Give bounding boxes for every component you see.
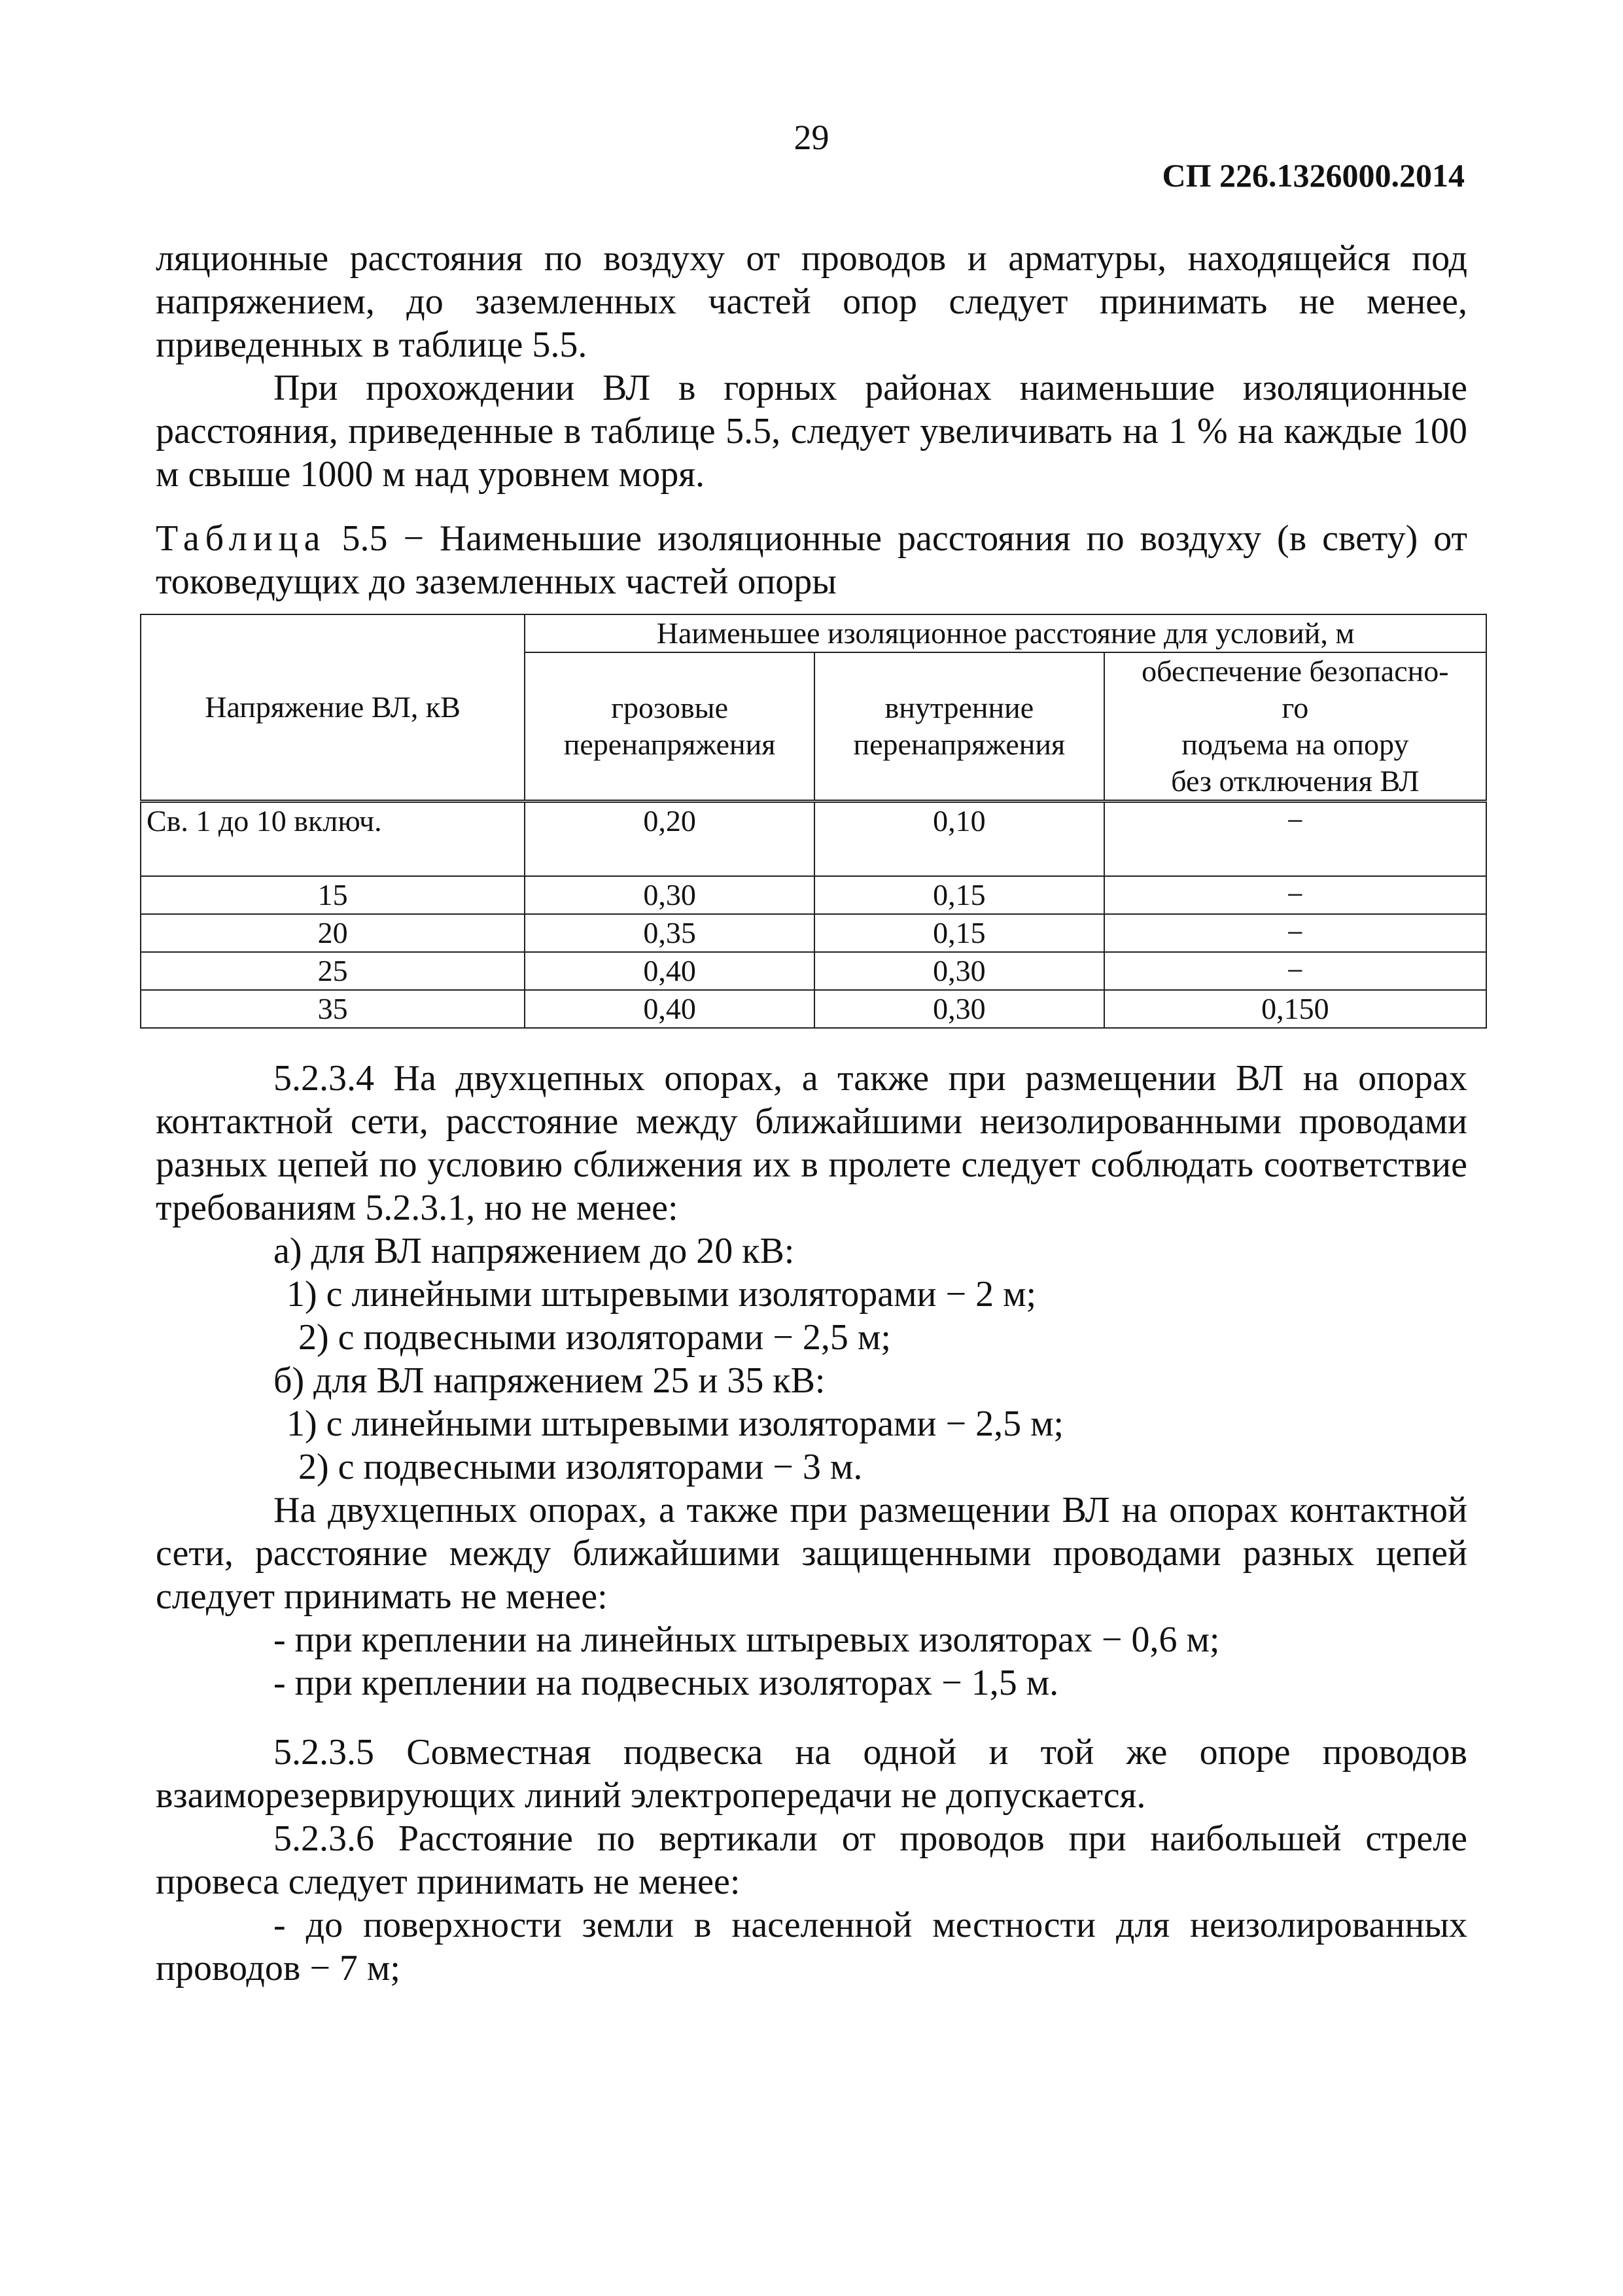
header-internal: внутренние перенапряжения: [814, 652, 1104, 802]
header-storm: грозовые перенапряжения: [525, 652, 814, 802]
table-row: [141, 876, 1486, 914]
intro-section: [156, 237, 1467, 496]
list-item-dash-2: - при креплении на подвесных изоляторах − 1,5 м.: [273, 1663, 1059, 1703]
table-row: [141, 914, 1486, 952]
cell-safe: −: [1104, 802, 1486, 876]
section-5235-paragraph: 5.2.3.5 Совместная подвеска на одной и той же опоре проводов взаиморезервирующих линий электропередачи не допускается.: [156, 1732, 1467, 1816]
cell-storm: 0,20: [525, 802, 814, 876]
list-item-b: б) для ВЛ напряжением 25 и 35 кВ:: [273, 1360, 826, 1401]
cell-internal: 0,15: [814, 876, 1104, 914]
section-5234-paragraph: 5.2.3.4 На двухцепных опорах, а также при размещении ВЛ на опорах контактной сети, расстояние между ближайшими неизолированными проводами разных цепей по условию сближения их в пролете следует соблюдать соответствие требованиям 5.2.3.1, но не менее:: [156, 1058, 1467, 1228]
table-row: [141, 952, 1486, 990]
cell-safe: −: [1104, 952, 1486, 990]
clearance-table: [140, 614, 1487, 1029]
cell-storm: 0,30: [525, 876, 814, 914]
cell-internal: 0,10: [814, 802, 1104, 876]
list-item-a1: 1) с линейными штыревыми изоляторами − 2 м;: [287, 1274, 1037, 1315]
cell-internal: 0,30: [814, 952, 1104, 990]
cell-internal: 0,15: [814, 914, 1104, 952]
list-item-a: а) для ВЛ напряжением до 20 кВ:: [273, 1231, 795, 1271]
page-number: 29: [794, 118, 829, 157]
cell-storm: 0,35: [525, 914, 814, 952]
section-5234-paragraph-2: На двухцепных опорах, а также при размещении ВЛ на опорах контактной сети, расстояние между ближайшими защищенными проводами разных цепей следует принимать не менее:: [156, 1490, 1467, 1617]
section-5236-dash-1: - до поверхности земли в населенной местности для неизолированных проводов − 7 м;: [156, 1905, 1467, 1988]
cell-voltage: 20: [141, 914, 525, 952]
table-header-row-1: [141, 614, 1486, 652]
table-caption-label: Таблица: [156, 518, 326, 559]
section-5236-paragraph: 5.2.3.6 Расстояние по вертикали от проводов при наибольшей стреле провеса следует принимать не менее:: [156, 1818, 1467, 1902]
intro-paragraph-1: ляционные расстояния по воздуху от проводов и арматуры, находящейся под напряжением, до заземленных частей опор следует принимать не менее, приведенных в таблице 5.5.: [156, 238, 1467, 365]
cell-storm: 0,40: [525, 990, 814, 1028]
cell-voltage: 35: [141, 990, 525, 1028]
list-item-a2: 2) с подвесными изоляторами − 2,5 м;: [298, 1317, 891, 1358]
cell-safe: −: [1104, 914, 1486, 952]
table-row: [141, 990, 1486, 1028]
document-code: СП 226.1326000.2014: [1162, 157, 1465, 194]
header-safe-lift: [1104, 652, 1486, 802]
header-group: Наименьшее изоляционное расстояние для условий, м: [525, 614, 1486, 652]
cell-safe: 0,150: [1104, 990, 1486, 1028]
intro-paragraph-2: При прохождении ВЛ в горных районах наименьшие изоляционные расстояния, приведенные в таблице 5.5, следует увеличивать на 1 % на каждые 100 м свыше 1000 м над уровнем моря.: [156, 368, 1467, 495]
cell-safe: −: [1104, 876, 1486, 914]
list-item-dash-1: - при креплении на линейных штыревых изоляторах − 0,6 м;: [273, 1619, 1220, 1660]
list-item-b1: 1) с линейными штыревыми изоляторами − 2,5 м;: [287, 1404, 1064, 1444]
lower-sections: [156, 1057, 1467, 1990]
cell-voltage: 25: [141, 952, 525, 990]
list-item-b2: 2) с подвесными изоляторами − 3 м.: [298, 1447, 863, 1487]
header-safe-line1: обеспечение безопасно-: [1142, 654, 1449, 688]
table-caption-text: 5.5 − Наименьшие изоляционные расстояния по воздуху (в свету) от токоведущих до заземленных частей опоры: [156, 518, 1468, 602]
header-safe-line4: без отключения ВЛ: [1171, 764, 1420, 798]
cell-storm: 0,40: [525, 952, 814, 990]
cell-internal: 0,30: [814, 990, 1104, 1028]
cell-voltage: 15: [141, 876, 525, 914]
header-safe-line3: подъема на опору: [1181, 728, 1409, 761]
header-safe-line2: го: [1282, 691, 1309, 724]
cell-voltage: Св. 1 до 10 включ.: [141, 802, 525, 876]
header-voltage: Напряжение ВЛ, кВ: [141, 614, 525, 802]
table-row: [141, 802, 1486, 876]
table-caption: [156, 517, 1467, 603]
